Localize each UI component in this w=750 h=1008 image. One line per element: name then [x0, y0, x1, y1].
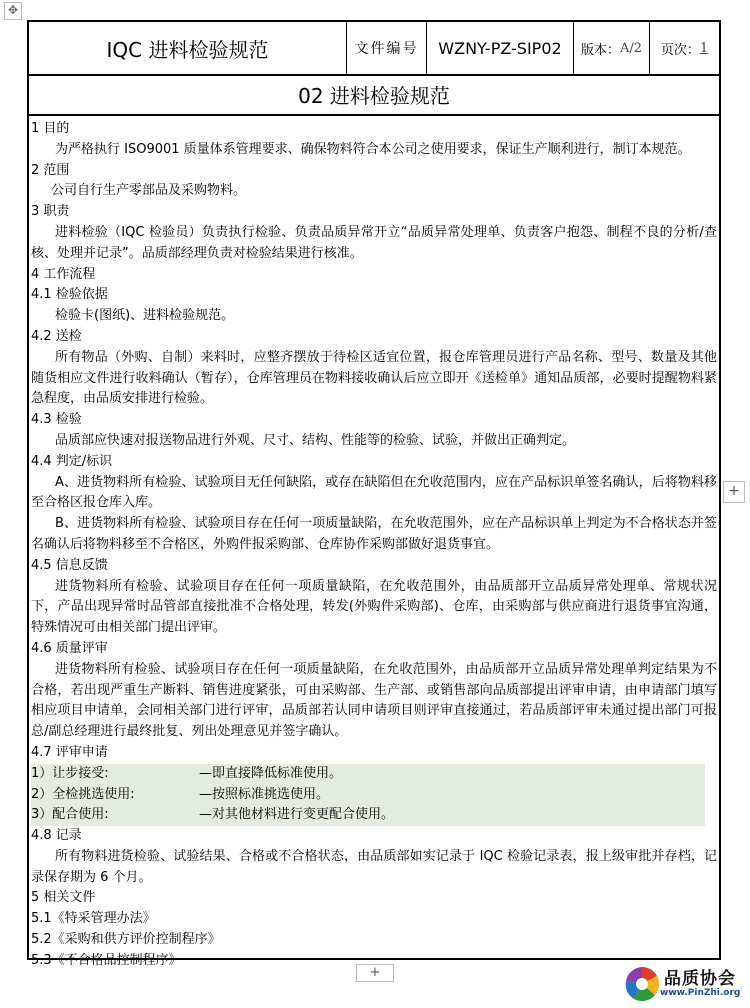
doc-number-label: 文件编号 [347, 22, 427, 74]
heading-review-request: 4.7 评审申请 [31, 744, 108, 760]
para-records: 所有物料进货检验、试验结果、合格或不合格状态，由品质部如实记录于 IQC 检验记录表，报上级审批并存档，记录保存期为 6 个月。 [31, 848, 717, 885]
related-doc-2: 5.2《采购和供方评价控制程序》 [31, 932, 221, 948]
version-label: 版本： [580, 42, 620, 58]
version-cell [574, 22, 650, 74]
list-item-value: —即直接降低标准使用。 [199, 765, 343, 781]
related-doc-1: 5.1《特采管理办法》 [31, 911, 156, 927]
heading-duties: 3 职责 [31, 204, 70, 220]
page-value: 1 [699, 40, 709, 56]
list-item-key: 2）全检挑选使用: [31, 786, 135, 802]
para-judgement-a: A、进货物料所有检验、试验项目无任何缺陷，或存在缺陷但在允收范围内，应在产品标识单签名确认，后将物料移至合格区报仓库入库。 [31, 474, 717, 511]
list-item [31, 764, 705, 785]
list-item [31, 785, 705, 806]
site-logo [622, 964, 746, 1004]
heading-inspection: 4.3 检验 [31, 412, 82, 428]
list-item-key: 1）让步接受: [31, 765, 109, 781]
heading-submission: 4.2 送检 [31, 328, 82, 344]
para-judgement-b: B、进货物料所有检验、试验项目存在任何一项质量缺陷，在允收范围外，应在产品标识单上判定为不合格状态并签名确认后将物料移至不合格区，外购件报采购部、仓库协作采购部做好退货事宜。 [31, 516, 717, 552]
document-table [27, 20, 721, 968]
logo-icon [622, 964, 662, 1004]
header-row [29, 22, 719, 76]
heading-basis: 4.1 检验依据 [31, 287, 108, 303]
list-item [31, 805, 705, 826]
document-body [31, 119, 717, 972]
heading-related-docs: 5 相关文件 [31, 890, 96, 906]
add-column-button[interactable]: + [723, 481, 745, 503]
heading-judgement: 4.4 判定/标识 [31, 453, 113, 469]
heading-records: 4.8 记录 [31, 828, 82, 844]
para-inspection: 品质部应快速对报送物品进行外观、尺寸、结构、性能等的检验、试验，并做出正确判定。 [55, 432, 576, 448]
list-item-value: —按照标准挑选使用。 [199, 786, 330, 802]
doc-title: IQC 进料检验规范 [29, 22, 347, 74]
para-submission: 所有物品（外购、自制）来料时，应整齐摆放于待检区适宜位置，报仓库管理员进行产品名称、型号、数量及其他随货相应文件进行收料确认（暂存），仓库管理员在物料接收确认后应立即开《送检单》通知品质部，必要时提醒物料紧急程度，由品质安排进行检验。 [31, 349, 717, 407]
heading-scope: 2 范围 [31, 162, 70, 178]
para-feedback: 进货物料所有检验、试验项目存在任何一项质量缺陷，在允收范围外，由品质部开立品质异常处理单、常规状况下，产品出现异常时品管部直接批准不合格处理，转发(外购件采购部)、仓库，由采购部与供应商进行退货事宜沟通，特殊情况可由相关部门提出评审。 [31, 578, 717, 636]
version-value: A/2 [619, 40, 643, 56]
para-purpose: 为严格执行 ISO9001 质量体系管理要求、确保物料符合本公司之使用要求，保证生产顺利进行，制订本规范。 [55, 141, 691, 157]
heading-workflow: 4 工作流程 [31, 266, 96, 282]
list-item-value: —对其他材料进行变更配合使用。 [199, 807, 395, 823]
page-cell [650, 22, 719, 74]
heading-feedback: 4.5 信息反馈 [31, 557, 108, 573]
logo-url: www.PinZhi.org [660, 988, 741, 998]
list-item-key: 3）配合使用: [31, 807, 109, 823]
heading-review: 4.6 质量评审 [31, 640, 108, 656]
logo-name: 品质协会 [664, 969, 736, 989]
para-duties: 进料检验（IQC 检验员）负责执行检验、负责品质异常开立“品质异常处理单、负责客户抱怨、制程不良的分析/查核、处理并记录”。品质部经理负责对检验结果进行核准。 [31, 224, 717, 261]
table-move-handle[interactable]: ✥ [4, 2, 22, 20]
para-basis: 检验卡(图纸)、进料检验规范。 [55, 308, 235, 324]
doc-number: WZNY-PZ-SIP02 [427, 22, 574, 74]
add-row-button[interactable]: + [356, 964, 394, 982]
heading-purpose: 1 目的 [31, 121, 70, 136]
para-scope: 公司自行生产零部品及采购物料。 [51, 183, 247, 199]
section-title: 02 进料检验规范 [29, 74, 719, 116]
page-label: 页次： [660, 42, 700, 58]
related-doc-3: 5.3《不合格品控制程序》 [31, 952, 182, 968]
para-review: 进货物料所有检验、试验项目存在任何一项质量缺陷，在允收范围外，由品质部开立品质异常处理单判定结果为不合格，若出现严重生产断料、销售进度紧张，可由采购部、生产部、或销售部向品质部提出评审申请，由申请部门填写相应项目申请单，会同相关部门进行评审，品质部若认同申请项目则评审直接通过，若品质部评审未通过提出部门可报总/副总经理进行最终批复、列出处理意见并签字确认。 [31, 661, 717, 740]
